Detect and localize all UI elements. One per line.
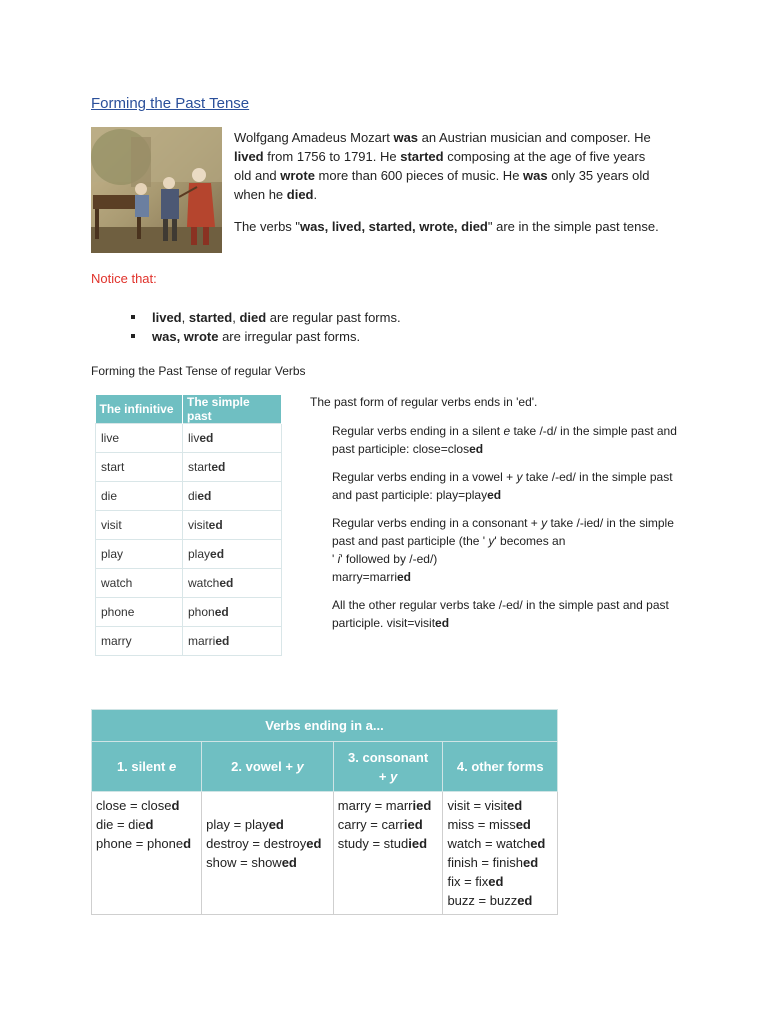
intro-text-run: only 35 years old when he [234,168,650,202]
verb-example-ending: ed [507,798,523,813]
verb-example-ending: ed [306,836,322,851]
rule-text-run: ' followed by /-ed/) [340,552,438,566]
bullet-text-run: are irregular past forms. [218,329,361,344]
verb-ending: ed [219,576,234,590]
verb-example-ending: ed [515,817,531,832]
verb-example-base: fix = fix [447,874,489,889]
verb-example [447,796,553,815]
rule-text-run: i [337,552,341,566]
intro-paragraph [234,128,664,204]
intro-text-run: . [313,187,318,202]
verb-example [447,815,553,834]
infinitive-cell: visit [96,511,183,540]
simple-past-cell [183,569,282,598]
verb-example-base: play = play [206,817,269,832]
column-header-run: + [378,768,391,784]
rule-item [332,514,680,586]
simple-past-cell [183,511,282,540]
table-row [96,569,282,598]
verb-example-base: watch = watch [447,836,531,851]
intro-text-run: composing at the age of five years old and [234,149,646,183]
table-row [96,424,282,453]
column-header-run: y [390,768,398,784]
verb-example [338,834,439,853]
verb-example-ending: ed [522,855,539,870]
bullet-text-run: are regular past forms. [266,310,401,325]
column-header-run: 1. silent [116,759,169,774]
intro-text-run: Wolfgang Amadeus Mozart [234,130,394,145]
intro-text-run: died [286,187,314,202]
bullet-text-run: started [188,310,233,325]
intro-text-run: wrote [280,168,315,183]
verb-example [206,796,329,815]
column-header [202,742,334,792]
verb-example [206,853,329,872]
simple-past-cell [183,540,282,569]
verb-forms-table [95,395,282,656]
simple-past-cell [183,627,282,656]
bullet-text-run: , [181,310,189,325]
verb-example-ending: ied [412,798,432,813]
simple-past-cell [183,598,282,627]
verb-example [206,815,329,834]
verbs-paragraph [234,217,664,236]
verb-stem: marri [188,634,216,648]
verb-example [96,834,197,853]
verb-example [447,834,553,853]
verb-example [338,796,439,815]
verb-example-base: study = stud [337,836,409,851]
column-header-run: 4. other forms [456,759,544,774]
intro-text-run: lived [234,149,264,164]
intro-text-run: was [393,130,419,145]
rule-text-run: marry=marri [332,570,397,584]
verbs-text-run: The verbs " [234,219,301,234]
simple-past-cell [183,424,282,453]
rule-text-run: y [541,516,548,530]
infinitive-cell: live [96,424,183,453]
column-header-run: 2. vowel + [231,759,297,774]
column-header-run: e [168,759,177,774]
verb-example-ending: d [171,798,180,813]
rules-intro: The past form of regular verbs ends in 'ed'. [310,395,538,409]
verb-example-ending: ed [530,836,546,851]
intro-text-run: started [400,149,444,164]
page-title: Forming the Past Tense [91,95,250,112]
verb-example-base: close = close [96,798,172,813]
verb-endings-title: Verbs ending in a... [92,710,558,742]
verb-example-base: buzz = buzz [447,893,518,908]
rule-text-run: Regular verbs ending in a consonant + [332,516,542,530]
verb-list-cell [92,792,202,915]
verb-stem: visit [188,518,209,532]
table-row [96,511,282,540]
rule-text-run: ed [487,488,502,502]
verb-ending: ed [210,547,225,561]
rule-text-run: take /-ed/ in the simple past and past participle: play=play [332,470,673,502]
table-row [96,453,282,482]
rule-text-run: take /-d/ in the simple past and past participle: close=clos [332,424,677,456]
simple-past-cell [183,453,282,482]
rule-text-run: Regular verbs ending in a vowel + [332,470,517,484]
verb-example-base: show = show [206,855,282,870]
table-row [96,598,282,627]
intro-text-run: more than 600 pieces of music. He [314,168,524,183]
verbs-text-run: " are in the simple past tense. [487,219,659,234]
verb-ending: ed [214,605,229,619]
rule-item [332,468,680,504]
rule-text-run: ' [332,552,338,566]
infinitive-cell: watch [96,569,183,598]
simple-past-cell [183,482,282,511]
infinitive-cell: marry [96,627,183,656]
verb-example-ending: ed [517,893,533,908]
intro-text-run: an Austrian musician and composer. He [418,130,651,145]
table-row [96,540,282,569]
verb-stem: watch [188,576,220,590]
notice-bullet-list [131,308,401,346]
verb-list-cell [202,792,334,915]
verb-example-base: marry = marr [337,798,413,813]
verb-example-ending: ed [281,855,297,870]
intro-text-run: from 1756 to 1791. He [263,149,401,164]
rule-text-run: All the other regular verbs take /-ed/ in the simple past and past participle. visit=visit [332,598,669,630]
bullet-text-run: lived [152,310,182,325]
rules-text [310,393,680,642]
table-row [96,482,282,511]
verbs-text-run: was, lived, started, wrote, died [300,219,488,234]
verb-list-cell [443,792,558,915]
verb-stem: play [188,547,211,561]
rule-text-run: e [503,424,511,438]
column-header [92,742,202,792]
mozart-painting-image [91,127,222,253]
infinitive-cell: start [96,453,183,482]
rule-text-run: y [488,534,495,548]
verb-example-base: die = die [96,817,146,832]
verb-example-base: destroy = destroy [206,836,307,851]
verb-example [96,815,197,834]
rule-item [332,596,680,632]
infinitive-cell: phone [96,598,183,627]
verb-example-base: miss = miss [447,817,516,832]
verb-example [96,796,197,815]
rule-text-run: ' becomes an [494,534,566,548]
column-header-run: 3. consonant [348,749,429,765]
verb-example [447,891,553,910]
verb-example [447,872,553,891]
verb-example [206,834,329,853]
verb-stem: start [188,460,212,474]
column-header [443,742,558,792]
verb-example-base: phone = phone [96,836,184,851]
rule-text-run: take /-ied/ in the simple past and past participle (the ' [332,516,674,548]
verb-stem: di [188,489,198,503]
verb-example-base: visit = visit [447,798,508,813]
verb-stem: phon [188,605,215,619]
infinitive-cell: play [96,540,183,569]
verb-example-ending: ed [488,874,504,889]
rule-text-run: ed [397,570,412,584]
rule-text-run: ed [435,616,450,630]
verb-ending: ed [197,489,212,503]
section-subheading: Forming the Past Tense of regular Verbs [91,364,306,378]
verb-example-ending: ed [268,817,284,832]
verb-ending: ed [199,431,214,445]
intro-text [234,128,664,249]
header-infinitive: The infinitive [96,395,183,424]
verb-stem: liv [188,431,200,445]
table-row [96,627,282,656]
header-simple-past: The simple past [183,395,282,424]
notice-heading: Notice that: [91,271,157,286]
bullet-text-run: died [239,310,267,325]
intro-text-run: was [523,168,548,183]
bullet-text-run: was, wrote [152,329,219,344]
verb-ending: ed [211,460,226,474]
verb-ending: ed [208,518,223,532]
column-header [333,742,443,792]
verb-example-ending: ied [403,817,423,832]
bullet-item [131,327,401,346]
bullet-item [131,308,401,327]
verb-endings-table [91,709,558,915]
verb-example [338,815,439,834]
rule-item [332,422,680,458]
verb-example-base: carry = carr [337,817,404,832]
rule-text-run: ed [469,442,484,456]
column-header-run: y [296,759,304,774]
verb-example [447,853,553,872]
verb-example-ending: d [183,836,192,851]
verb-example-ending: d [145,817,154,832]
rule-text-run: y [516,470,523,484]
verb-example-base: finish = finish [447,855,523,870]
verb-example-ending: ied [408,836,428,851]
rule-text-run: Regular verbs ending in a silent [332,424,504,438]
verb-list-cell [333,792,443,915]
verb-ending: ed [215,634,230,648]
bullet-text-run: , [232,310,240,325]
infinitive-cell: die [96,482,183,511]
